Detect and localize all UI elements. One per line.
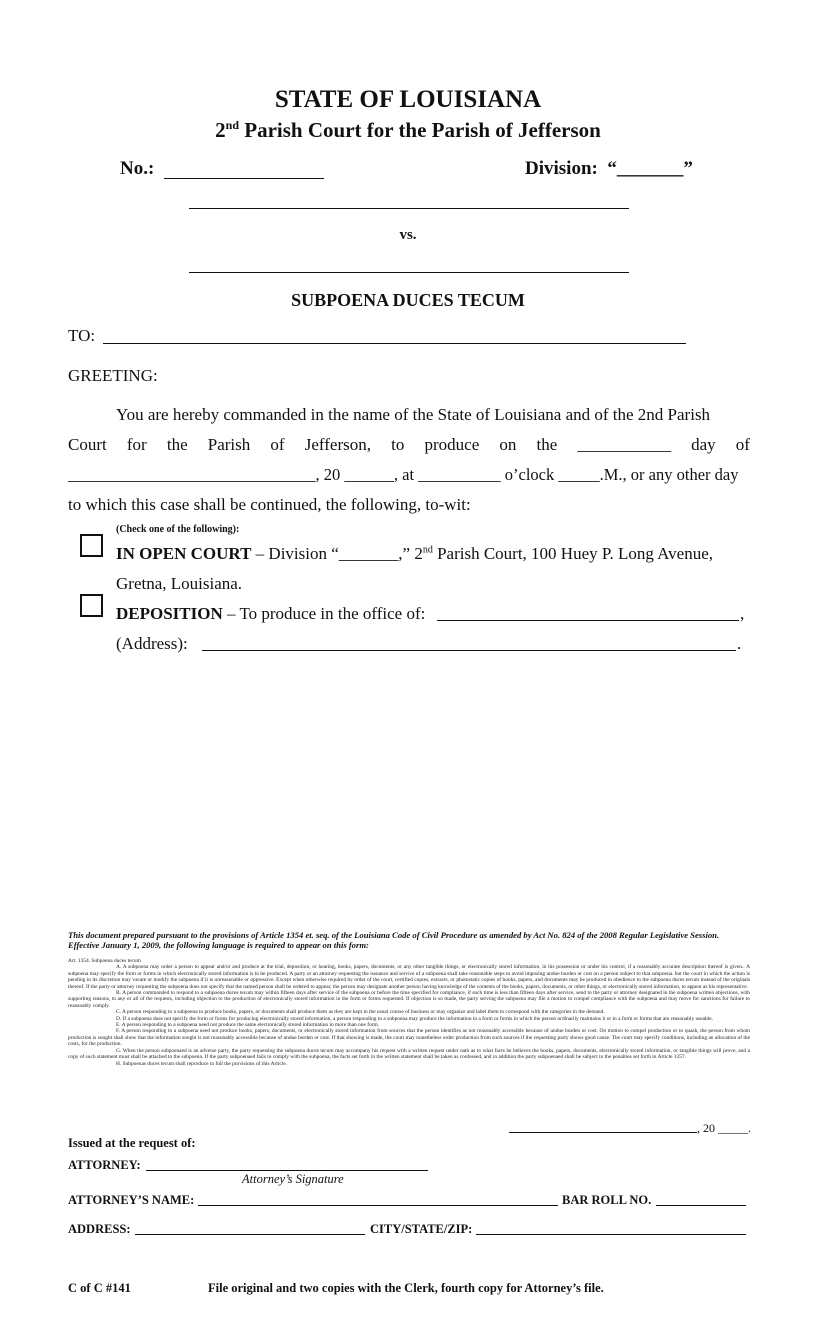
attorney-label: ATTORNEY: [68,1158,141,1172]
bar-roll-label: BAR ROLL NO. [562,1193,652,1207]
day-field[interactable]: ___________ [577,435,671,454]
to-label: TO: [68,326,96,345]
signature-caption: Attorney’s Signature [242,1172,344,1186]
attorney-name-field[interactable] [198,1205,558,1206]
article-para-c: C. A person responding to a subpoena to produce books, papers, or documents shall produce them as they are kept in the usual course of business or may organize and label them to correspond with the categories in the demand. [116,1009,605,1016]
deposition-checkbox[interactable] [80,594,103,617]
issue-year: , 20 _____. [697,1121,751,1135]
open-court-location: Gretna, Louisiana. [116,574,243,593]
issued-at-label: Issued at the request of: [68,1136,196,1150]
city-state-zip-field[interactable] [476,1234,746,1235]
versus-label: vs. [399,227,417,243]
deposition-line: DEPOSITION – To produce in the office of: [116,604,426,623]
command-line-2: Court for the Parish of Jefferson, to produce on the ___________ day of [68,435,750,454]
open-court-checkbox[interactable] [80,534,103,557]
footer-address-field[interactable] [135,1234,365,1235]
city-state-zip-label: CITY/STATE/ZIP: [370,1222,473,1236]
defendant-field[interactable] [189,272,629,273]
form-id: C of C #141 [68,1281,131,1295]
address-field[interactable] [202,650,736,651]
document-title: SUBPOENA DUCES TECUM [291,290,525,310]
greeting: GREETING: [68,366,158,385]
case-no-label: No.: [120,158,155,179]
recipient-field[interactable] [103,343,686,344]
address-label: (Address): [116,634,188,653]
plaintiff-field[interactable] [189,208,629,209]
article-para-g: G. When the person subpoenaed is an adverse party, the party requesting the subpoena duces tecum may accompany his request with a written request under oath as to what facts he believes the books, papers, documents, electronically stored information, or tangible things will prove, and a copy of such statement must shall be attached to the subpoena. If the party subpoenaed fails to comply with the subpoena, the facts set forth in the written statement shall be taken as confessed, and in addition the party subpoenaed shall be subject to the penalties set forth in Article 1357. [68,1047,750,1061]
division-label: Division: “_______” [525,158,693,179]
article-para-f: F. A person responding to a subpoena need not produce books, papers, documents, or electronically stored information from sources that the person identifies as not reasonably accessible because of undue burden or cost. On motion to compel production or to quash, the person from whom production is sought shall show that the information sought is not reasonably accessible because of undue burden or cost. If that showing is made, the court may nonetheless order production from such sources if the requesting party shows good cause. The court may specify conditions, including an allocation of the costs, for the production. [68,1028,750,1048]
division-field[interactable]: “_______” [607,158,693,179]
court-title: 2nd Parish Court for the Parish of Jefferson [215,118,601,142]
article-para-d: D. If a subpoena does not specify the form or forms for producing electronically stored information, a person responding to a subpoena may produce the information in a form or forms in which the person ordinarily maintains it or in a form or forms that are reasonably useable. [116,1015,713,1022]
state-title: STATE OF LOUISIANA [274,86,542,113]
deposition-office-field[interactable] [437,620,739,621]
attorney-name-label: ATTORNEY’S NAME: [68,1193,195,1207]
command-line-4: to which this case shall be continued, the following, to-wit: [68,495,471,514]
article-para-a: A. A subpoena may order a person to appear and/or and produce at the trial, deposition, or hearing, books, papers, documents, or any other tangible things, or electronically stored information, in his possession or under his control, if a reasonably accurate description thereof is given.. A subpoena may specify the form or forms in which electronically stored information is to be produced. A party or an attorney requesting the issuance and service of a subpoena shall take reasonable steps to avoid imposing undue burden or cost on a person subject to that subpoena. but the court in which the action is pending in its discretion may vacate or modify the subpoena if it is unreasonable or oppressive. Except when otherwise required by order of the court, certified copies, extracts, or photostatic copies of books, papers, and documents may be produced in obedience to the subpoena duces tecum instead of the originals thereof. If the party or attorney requesting the subpoena does not specify that the named person shall be ordered to appear, the person may designate another person having knowledge of the contents of the books, papers, documents, or other things, or electronically stored information, to appear as his representative. [68,964,750,990]
article-para-b: B. A person commanded to respond to a subpoena duces tecum may within fifteen days after service of the subpoena or before the time specified for compliance, if such time is less than fifteen days after service, send to the party or attorney designated in the subpoena written objections, with supporting reasons, to any or all of the requests, including objection to the production of electronically stored information in the form or forms requested. If objection is so made, the party serving the subpoena may file a motion to compel compliance with the subpoena and may move for sanctions for failure to reasonably comply. [68,990,750,1009]
attorney-signature-field[interactable] [146,1170,428,1171]
bar-roll-field[interactable] [656,1205,746,1206]
legal-article [68,958,750,1067]
footer-address-label: ADDRESS: [68,1222,131,1236]
address-period: . [737,634,742,653]
deposition-comma: , [740,604,745,623]
article-para-h: H. Subpoenas duces tecum shall reproduce in full the provisions of this Article. [116,1060,287,1067]
filing-note: File original and two copies with the Clerk, fourth copy for Attorney’s file. [208,1281,604,1295]
issue-date-field[interactable] [509,1132,697,1133]
check-note: (Check one of the following): [116,524,240,535]
article-para-e: E. A person responding to a subpoena need not produce the same electronically stored information in more than one form. [116,1022,380,1029]
case-no-field[interactable] [164,178,324,179]
article-title: Art. 1354. Subpoena duces tecum [68,958,141,964]
open-court-line: IN OPEN COURT – Division “_______,” 2nd Parish Court, 100 Huey P. Long Avenue, [116,544,713,563]
legal-intro: This document prepared pursuant to the provisions of Article 1354 et. seq. of the Louisiana Code of Civil Procedure as amended by Act No. 824 of the 2008 Regular Legislative Session. Effective January 1, 2009, the following language is required to appear on this form: [68,930,720,950]
command-line-3[interactable]: ______________________________, 20 ______, at __________ o’clock _____.M., or any other day [68,465,739,484]
command-line-1: You are hereby commanded in the name of the State of Louisiana and of the 2nd Parish [116,405,711,424]
